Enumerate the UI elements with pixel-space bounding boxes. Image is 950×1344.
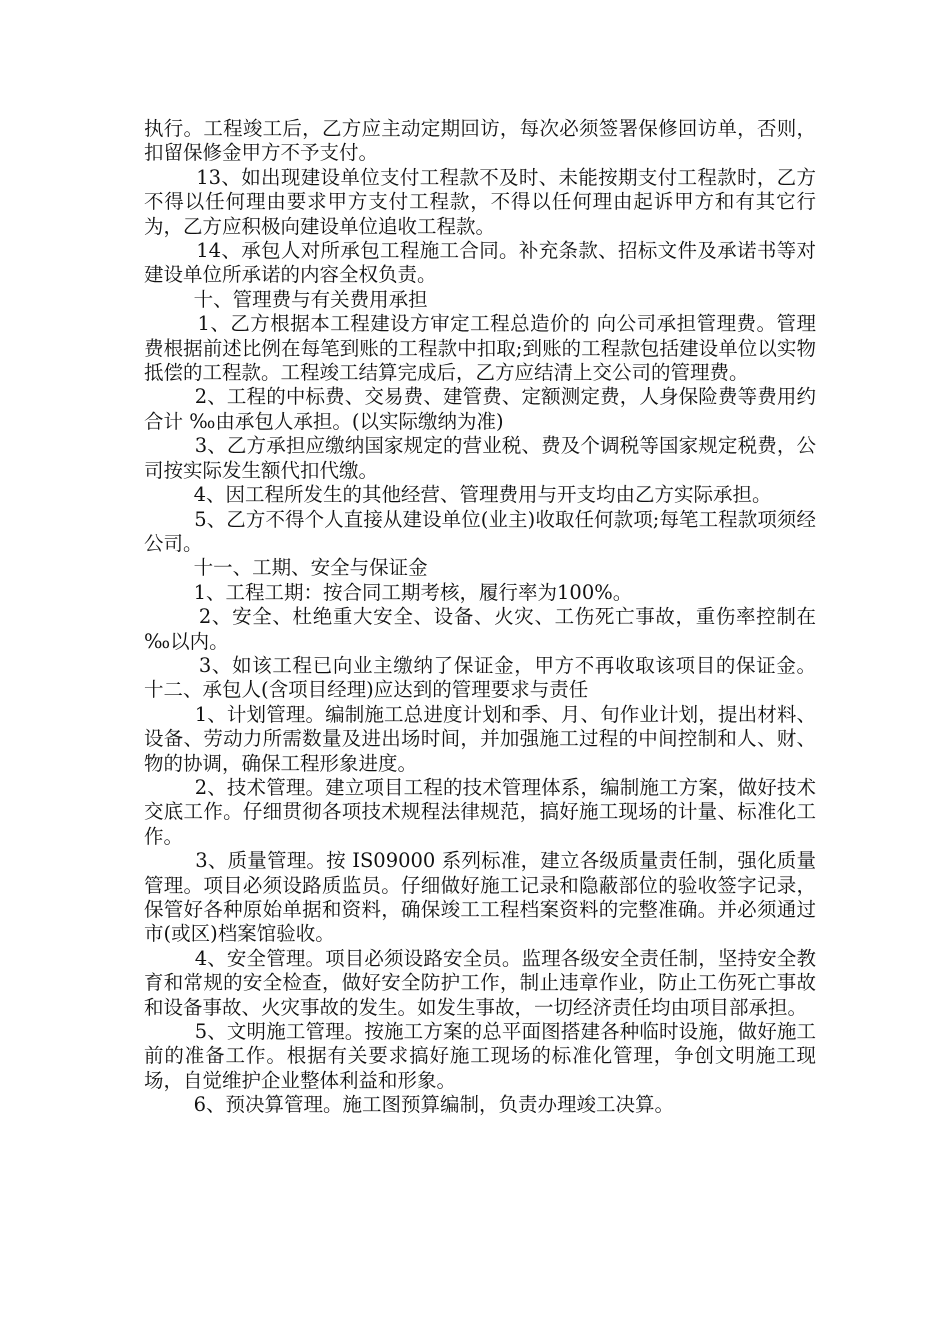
paragraph-10-2-bid-fees: 2、工程的中标费、交易费、建管费、定额测定费，人身保险费等费用约合计 ‰由承包人承担。(以实际缴纳为准) — [144, 385, 816, 433]
document-body — [144, 117, 829, 1118]
paragraph-12-4-safety-management: 4、安全管理。项目必须设路安全员。监理各级安全责任制，坚持安全教育和常规的安全检查，做好安全防护工作，制止违章作业，防止工伤死亡事故和设备事故、火灾事故的发生。如发生事故，一切经济责任均由项目部承担。 — [144, 946, 816, 1019]
paragraph-12-3-quality: 3、质量管理。按 IS09000 系列标准，建立各级质量责任制，强化质量管理。项目必须设路质监员。仔细做好施工记录和隐蔽部位的验收签字记录，保管好各种原始单据和资料，确保竣工工程档案资料的完整准确。并必须通过市(或区)档案馆验收。 — [144, 849, 816, 946]
paragraph-13-payment-collection: 13、如出现建设单位支付工程款不及时、未能按期支付工程款时，乙方不得以任何理由要求甲方支付工程款，不得以任何理由起诉甲方和有其它行为，乙方应积极向建设单位追收工程款。 — [144, 165, 816, 238]
section-heading-11-schedule-safety: 十一、工期、安全与保证金 — [144, 556, 428, 580]
paragraph-12-1-planning: 1、计划管理。编制施工总进度计划和季、月、旬作业计划，提出材料、设备、劳动力所需数量及进出场时间，并加强施工过程的中间控制和人、财、物的协调，确保工程形象进度。 — [144, 702, 816, 775]
paragraph-warranty-visit: 执行。工程竣工后，乙方应主动定期回访，每次必须签署保修回访单，否则，扣留保修金甲方不予支付。 — [144, 117, 816, 165]
paragraph-12-6-budget: 6、预决算管理。施工图预算编制，负责办理竣工决算。 — [144, 1093, 675, 1117]
paragraph-10-1-management-fee: 1、乙方根据本工程建设方审定工程总造价的 向公司承担管理费。管理费根据前述比例在每笔到账的工程款中扣取;到账的工程款包括建设单位以实物抵偿的工程款。工程竣工结算完成后，乙方应结清上交公司的管理费。 — [144, 312, 816, 385]
paragraph-11-3-deposit: 3、如该工程已向业主缴纳了保证金，甲方不再收取该项目的保证金。 十二、承包人(含项目经理)应达到的管理要求与责任 — [144, 653, 829, 702]
paragraph-14-contract-responsibility: 14、承包人对所承包工程施工合同。补充条款、招标文件及承诺书等对建设单位所承诺的内容全权负责。 — [144, 239, 816, 287]
paragraph-12-5-civilized-construction: 5、文明施工管理。按施工方案的总平面图搭建各种临时设施，做好施工前的准备工作。根据有关要求搞好施工现场的标准化管理，争创文明施工现场，自觉维护企业整体利益和形象。 — [144, 1020, 816, 1092]
paragraph-11-2-safety: 2、安全、杜绝重大安全、设备、火灾、工伤死亡事故，重伤率控制在 ‰以内。 — [144, 605, 823, 653]
paragraph-10-3-taxes: 3、乙方承担应缴纳国家规定的营业税、费及个调税等国家规定税费，公司按实际发生额代扣代缴。 — [144, 434, 816, 482]
paragraph-12-2-technical: 2、技术管理。建立项目工程的技术管理体系，编制施工方案，做好技术交底工作。仔细贯彻各项技术规程法律规范，搞好施工现场的计量、标准化工作。 — [144, 775, 816, 848]
paragraph-10-4-other-costs: 4、因工程所发生的其他经营、管理费用与开支均由乙方实际承担。 — [144, 483, 772, 507]
paragraph-10-5-payments: 5、乙方不得个人直接从建设单位(业主)收取任何款项;每笔工程款项须经公司。 — [144, 507, 816, 555]
section-heading-10-management-fees: 十、管理费与有关费用承担 — [144, 287, 428, 311]
paragraph-11-1-schedule: 1、工程工期：按合同工期考核，履行率为100%。 — [144, 580, 633, 604]
